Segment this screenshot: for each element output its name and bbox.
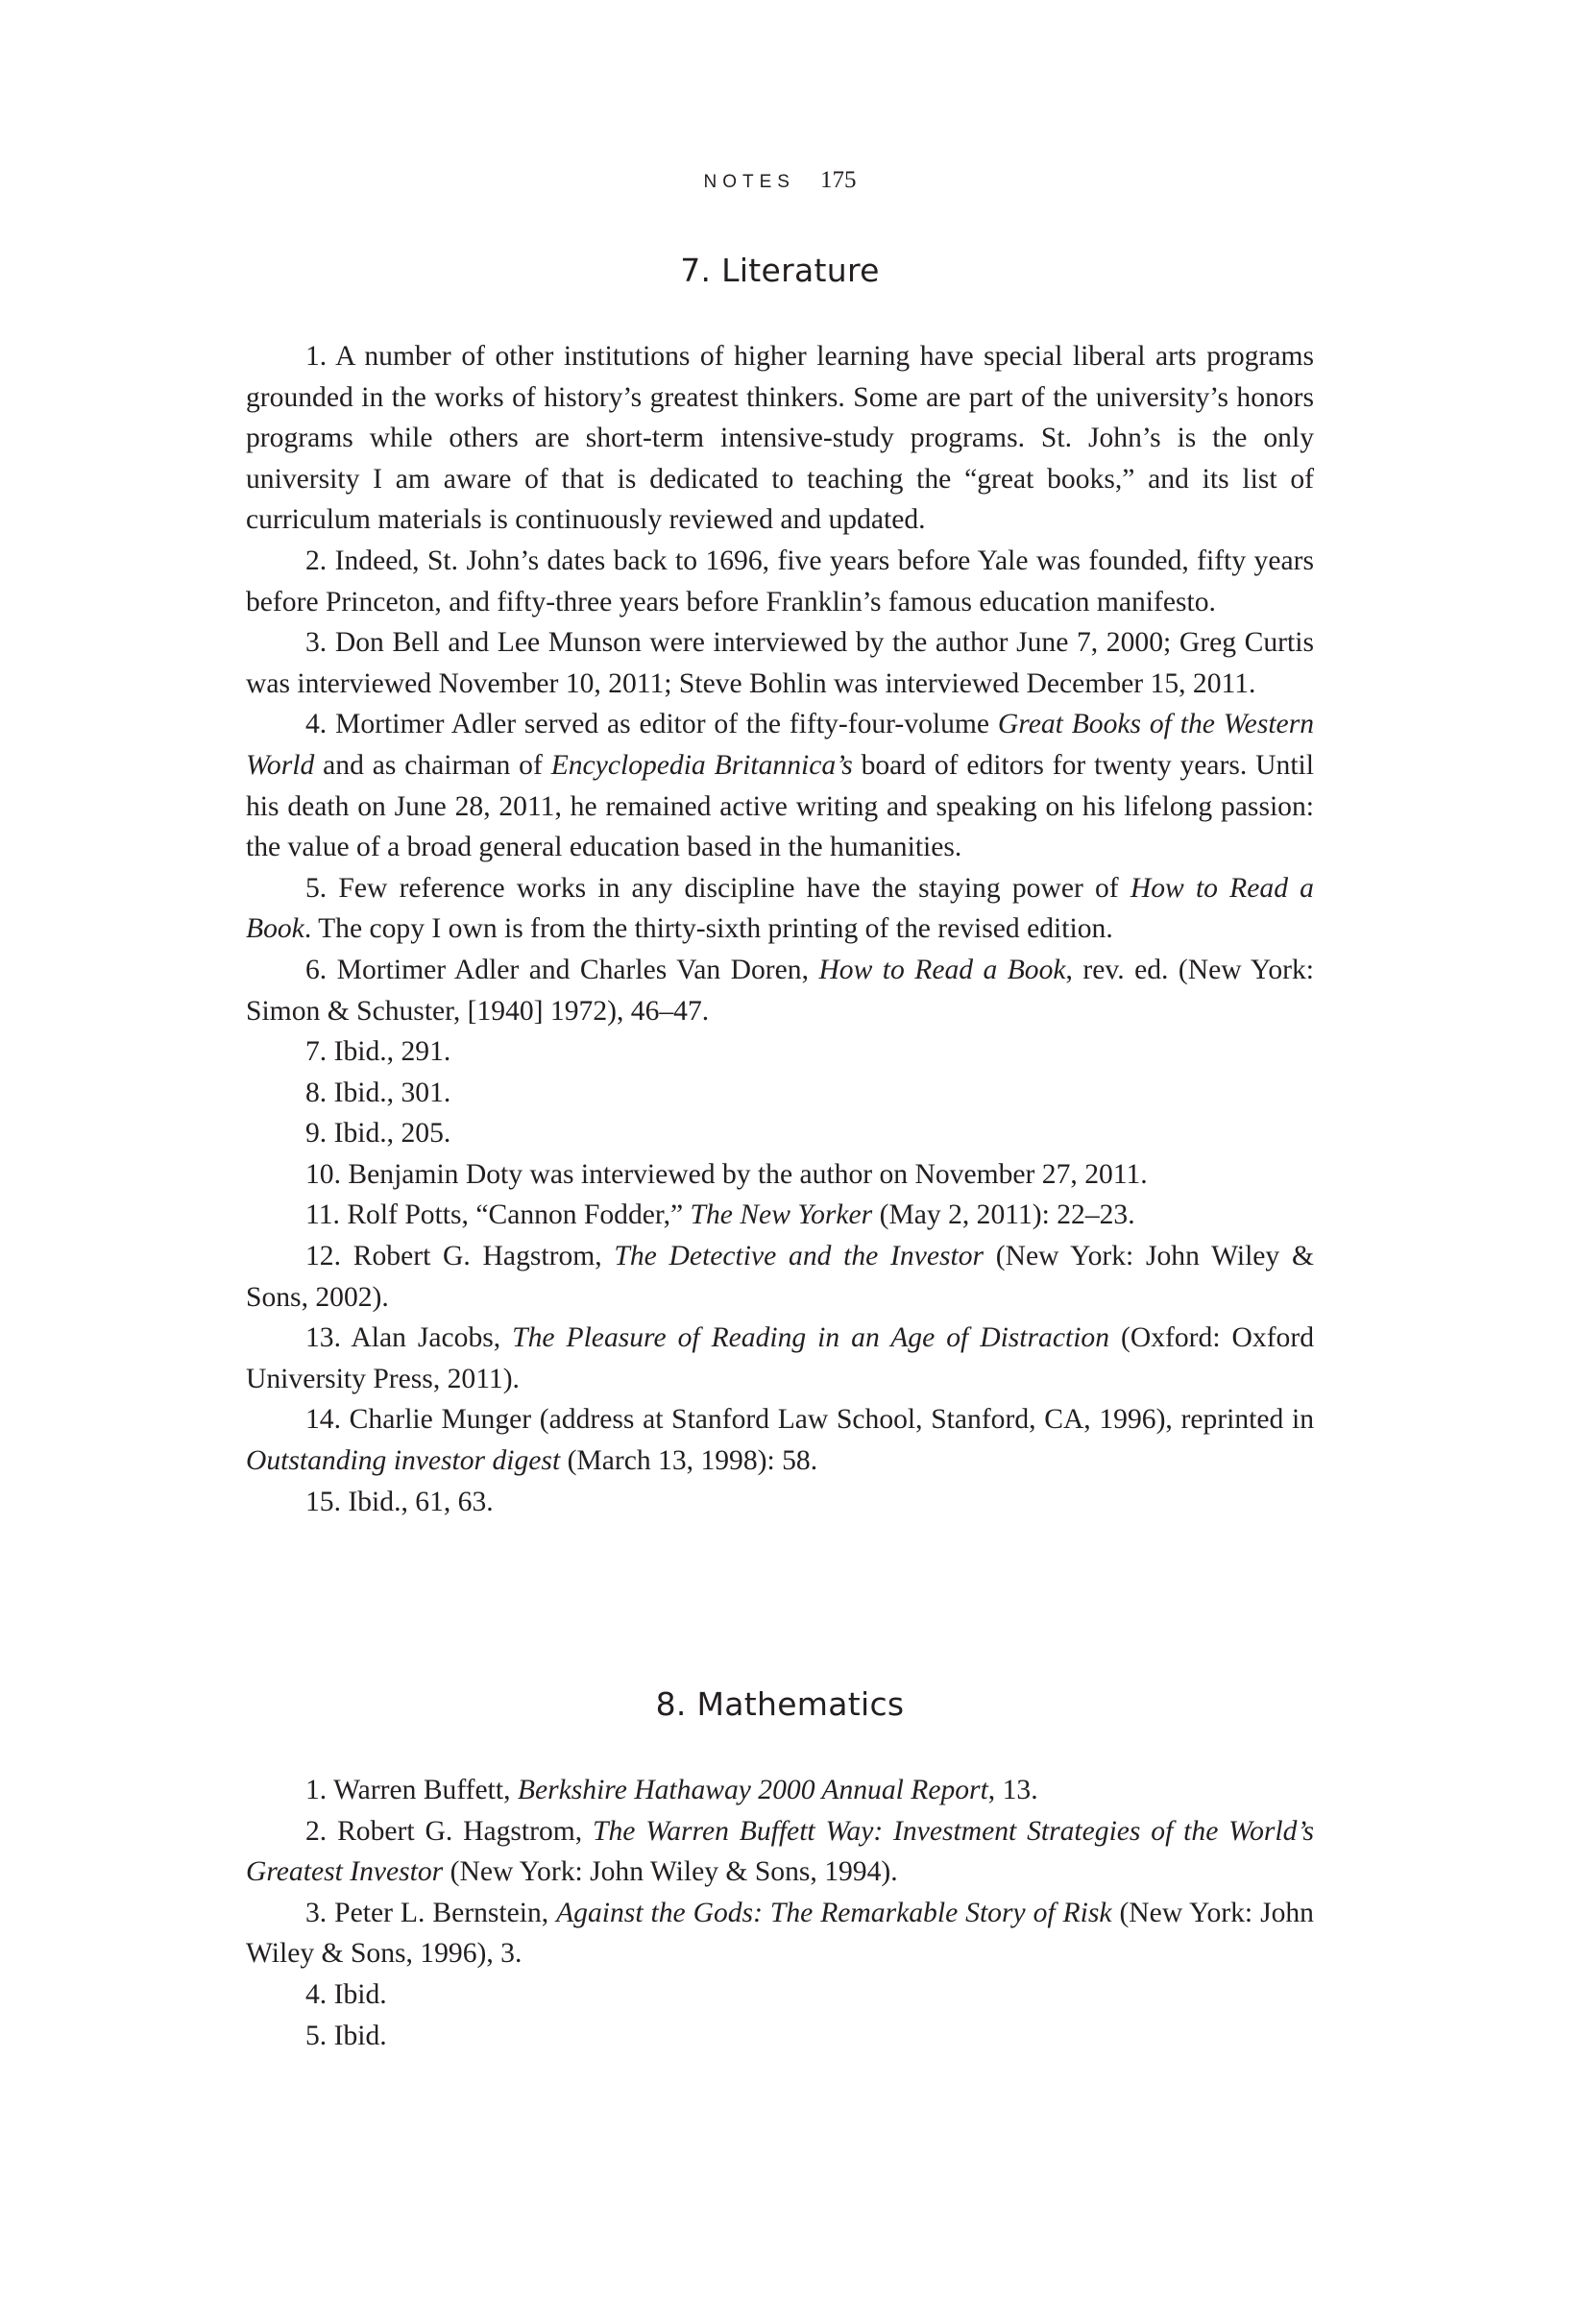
note-number: 9. (305, 1118, 328, 1150)
note-number: 13. (305, 1322, 341, 1354)
note-title-italic: Great Books of the Western World (246, 709, 1315, 781)
note-number: 15. (305, 1486, 341, 1517)
note-number: 5. (305, 872, 328, 904)
note-item (246, 541, 1314, 622)
note-title-italic: How to Read a Book (818, 954, 1066, 985)
note-text: (March 13, 1998): 58. (560, 1445, 818, 1477)
note-number: 14. (305, 1404, 341, 1436)
section-heading-mathematics: 8. Mathematics (655, 1685, 905, 1723)
note-text: Ibid. (333, 1978, 387, 2010)
note-text: Ibid., 301. (333, 1077, 451, 1108)
note-item (246, 1195, 1314, 1236)
note-item (246, 1113, 1314, 1154)
note-text: Benjamin Doty was interviewed by the author on November 27, 2011. (348, 1158, 1148, 1190)
note-item (246, 1811, 1314, 1893)
note-number: 5. (305, 2020, 328, 2051)
note-item (246, 1974, 1314, 2016)
note-item (246, 1893, 1314, 1974)
note-title-italic: Encyclopedia Britannica’s (550, 749, 853, 781)
note-text: Warren Buffett, (333, 1775, 518, 1805)
note-title-italic: The Warren Buffett Way: Investment Strategies of the World’s Greatest Investor (246, 1815, 1315, 1888)
note-text: Ibid., 61, 63. (348, 1486, 494, 1517)
running-head (246, 167, 1314, 196)
note-number: 1. (305, 1775, 328, 1805)
note-item (246, 1154, 1314, 1196)
note-number: 12. (305, 1241, 341, 1272)
note-text: (Oxford: Oxford University Press, 2011). (246, 1322, 1315, 1394)
note-title-italic: Berkshire Hathaway 2000 Annual Report (517, 1775, 988, 1805)
note-number: 10. (305, 1158, 341, 1190)
note-number: 3. (305, 627, 328, 659)
note-text: Few reference works in any discipline have the staying power of (338, 872, 1130, 904)
note-number: 11. (305, 1199, 340, 1231)
notes-list-mathematics (246, 1770, 1314, 2056)
note-item (246, 1073, 1314, 1114)
note-item (246, 622, 1314, 704)
note-text: Mortimer Adler served as editor of the fifty-four-volume (335, 709, 998, 740)
note-title-italic: The New Yorker (690, 1199, 873, 1231)
note-text: Ibid. (333, 2020, 387, 2051)
note-text: board of editors for twenty years. Until his death on June 28, 2011, he remained active writing and speaking on his lifelong passion: the value of a broad general education based in the humanities. (246, 749, 1315, 863)
note-number: 2. (305, 545, 328, 576)
note-number: 1. (305, 341, 328, 372)
note-item (246, 868, 1314, 950)
note-number: 7. (305, 1036, 328, 1068)
note-text: Robert G. Hagstrom, (337, 1815, 594, 1847)
note-text: Indeed, St. John’s dates back to 1696, five years before Yale was founded, fifty years before Princeton, and fifty-three years before Franklin’s famous education manifesto. (246, 545, 1314, 617)
note-number: 4. (305, 1978, 328, 2010)
note-item (246, 1318, 1314, 1399)
note-text: , 13. (987, 1775, 1038, 1805)
note-text: Robert G. Hagstrom, (352, 1241, 615, 1272)
note-text: (New York: John Wiley & Sons, 2002). (246, 1241, 1314, 1313)
note-item (246, 1236, 1314, 1318)
note-item (246, 1770, 1314, 1811)
note-text: Alan Jacobs, (351, 1322, 513, 1354)
note-title-italic: The Pleasure of Reading in an Age of Distraction (512, 1322, 1110, 1354)
note-text: Charlie Munger (address at Stanford Law School, Stanford, CA, 1996), reprinted in (349, 1404, 1314, 1436)
note-item (246, 336, 1314, 541)
note-text: (New York: John Wiley & Sons, 1996), 3. (246, 1897, 1314, 1970)
note-text: . The copy I own is from the thirty-sixth printing of the revised edition. (304, 913, 1113, 945)
note-item (246, 950, 1314, 1031)
note-text: Ibid., 291. (333, 1036, 451, 1068)
note-text: Peter L. Bernstein, (334, 1897, 557, 1928)
page-number: 175 (819, 167, 857, 193)
note-text: and as chairman of (314, 749, 551, 781)
note-text: A number of other institutions of higher learning have special liberal arts programs grounded in the works of history’s greatest thinkers. Some are part of the university’s honors programs while others are short-term intensive-study programs. St. John’s is the only university I am aware of that is dedicated to teaching the “great books,” and its list of curriculum materials is continuously reviewed and updated. (246, 341, 1314, 536)
note-number: 3. (305, 1897, 328, 1928)
note-text: (New York: John Wiley & Sons, 1994). (443, 1856, 898, 1888)
note-text: Mortimer Adler and Charles Van Doren, (336, 954, 819, 985)
running-head-label: NOTES (703, 172, 795, 192)
note-item (246, 1031, 1314, 1073)
note-title-italic: Outstanding investor digest (246, 1445, 561, 1477)
note-text: , rev. ed. (New York: Simon & Schuster, [1940] 1972), 46–47. (246, 954, 1314, 1027)
note-item (246, 1399, 1314, 1481)
section-heading-literature: 7. Literature (680, 252, 880, 289)
note-item (246, 2016, 1314, 2057)
note-text: Rolf Potts, “Cannon Fodder,” (347, 1199, 691, 1231)
note-number: 4. (305, 709, 328, 740)
note-text: Ibid., 205. (333, 1118, 451, 1150)
note-number: 6. (305, 954, 328, 985)
note-text: (May 2, 2011): 22–23. (872, 1199, 1135, 1231)
note-text: Don Bell and Lee Munson were interviewed by the author June 7, 2000; Greg Curtis was interviewed November 10, 2011; Steve Bohlin was interviewed December 15, 2011. (246, 627, 1314, 699)
note-number: 2. (305, 1815, 328, 1847)
note-title-italic: Against the Gods: The Remarkable Story of Risk (556, 1897, 1112, 1928)
note-item (246, 1482, 1314, 1523)
note-item (246, 704, 1314, 867)
note-number: 8. (305, 1077, 328, 1108)
note-title-italic: How to Read a Book (246, 872, 1314, 945)
notes-list-literature (246, 336, 1314, 1522)
note-title-italic: The Detective and the Investor (614, 1241, 984, 1272)
